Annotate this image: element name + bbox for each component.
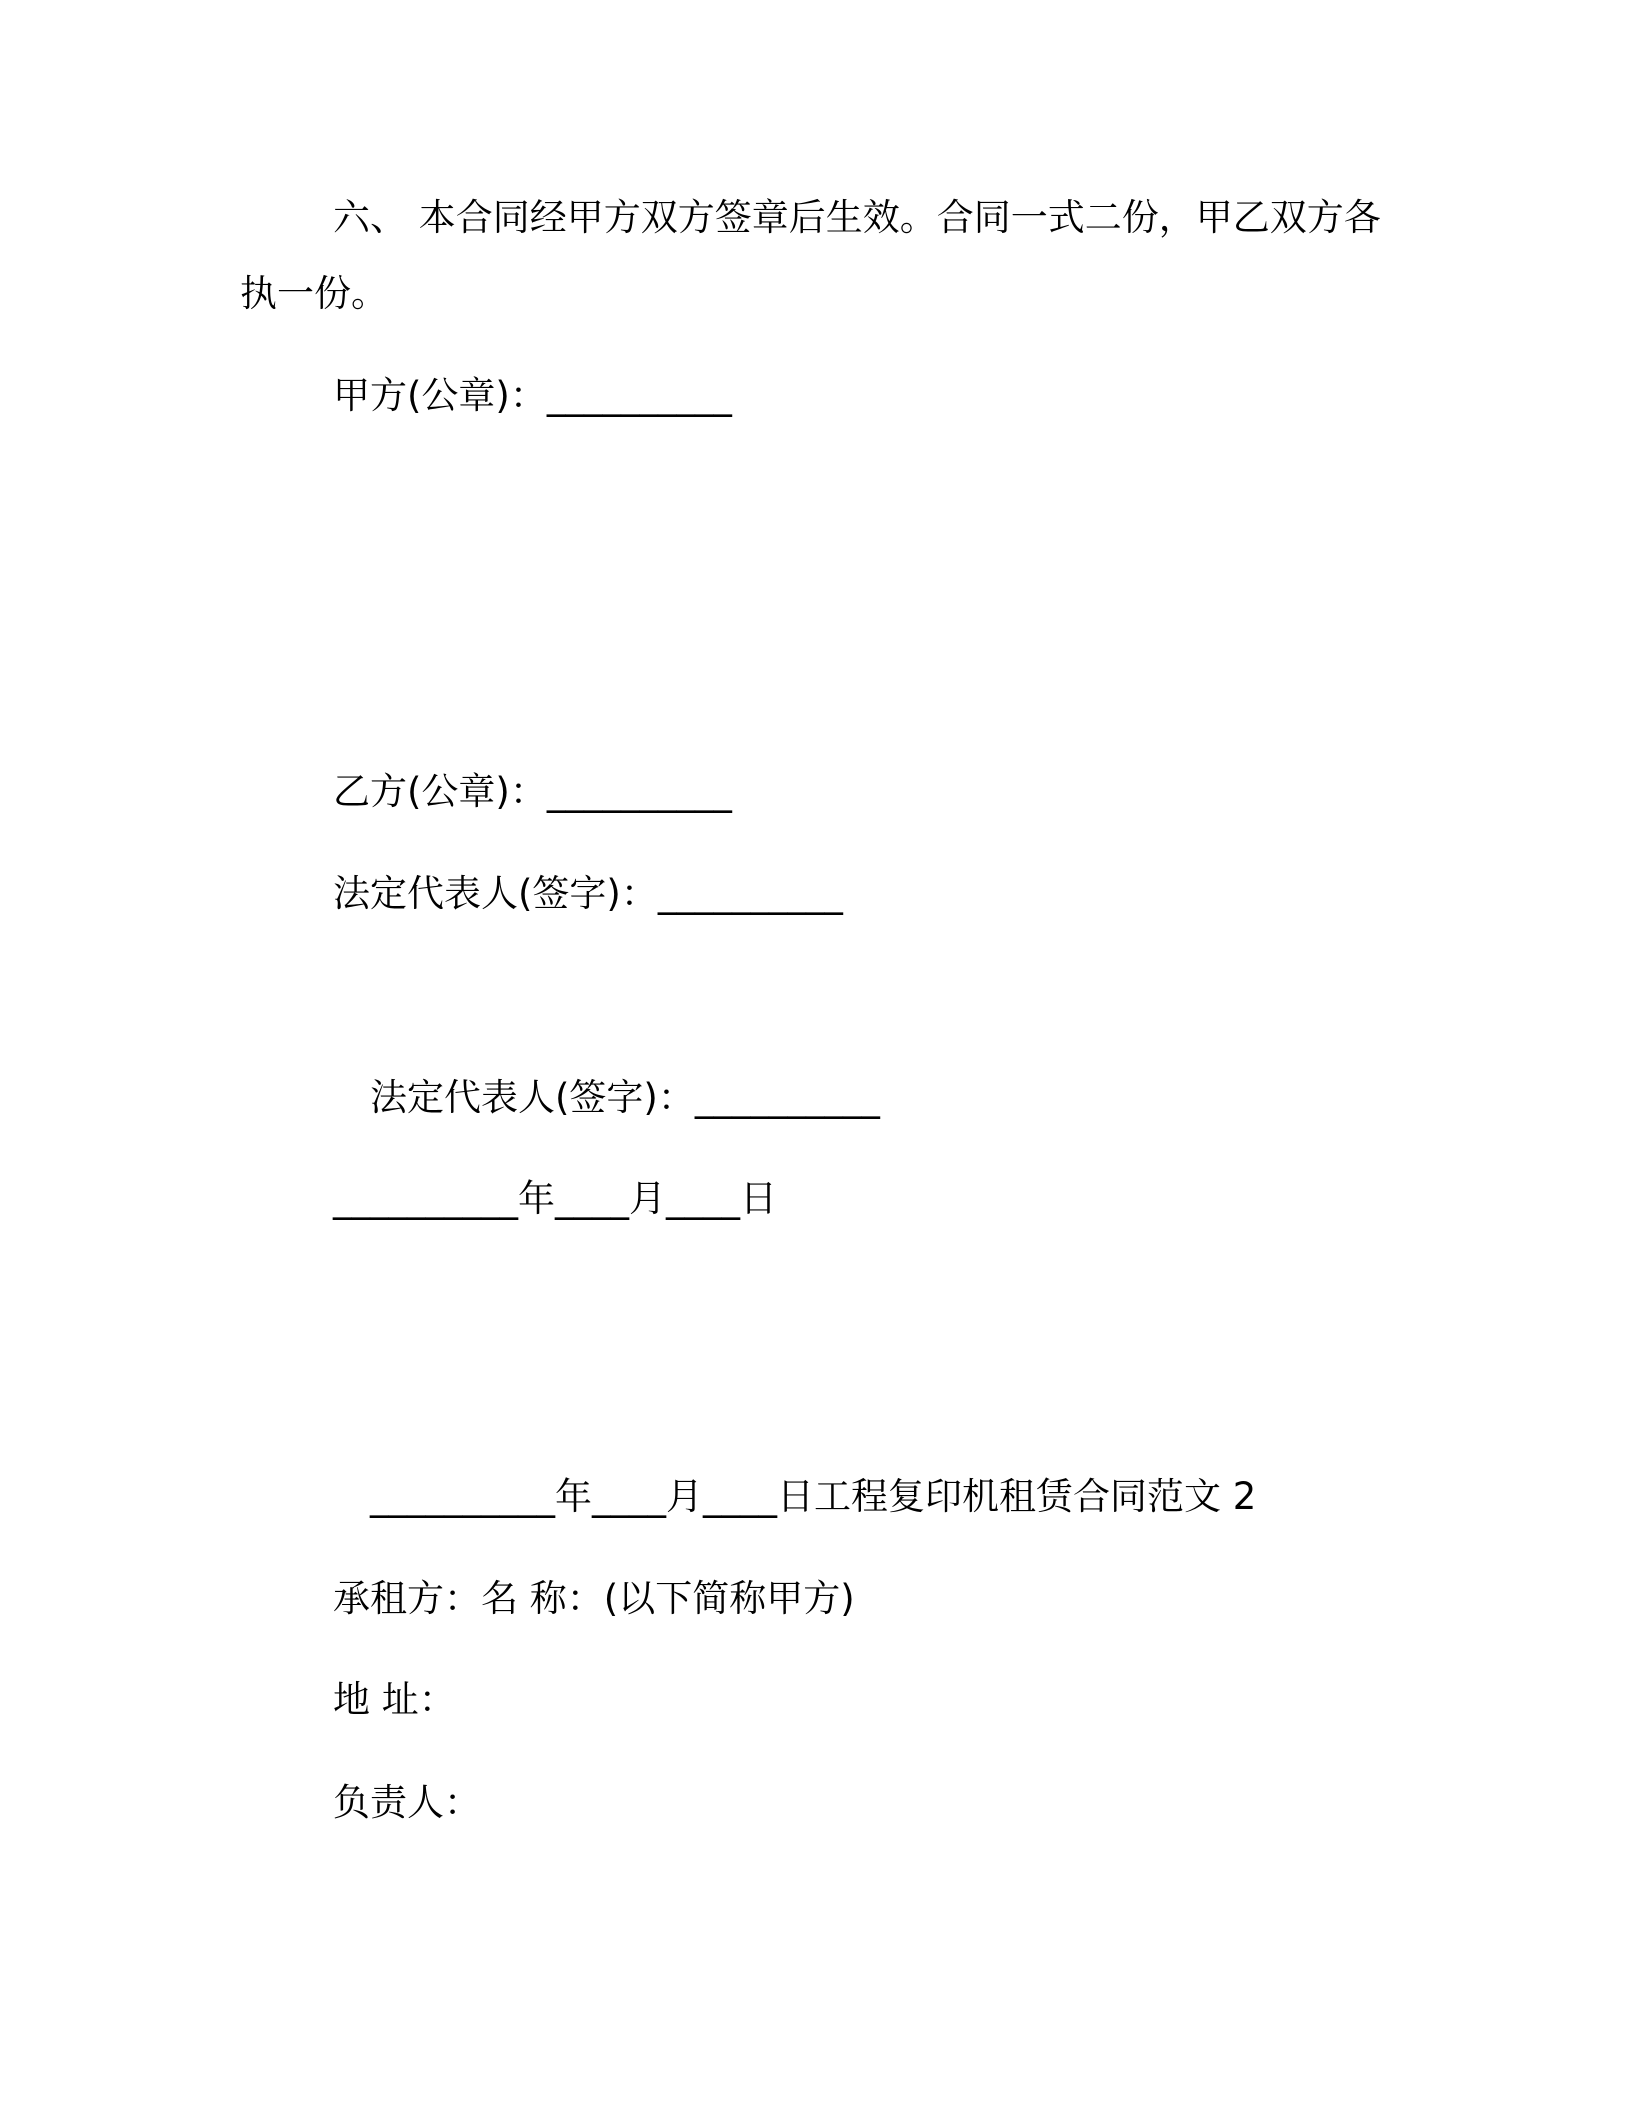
- clause-6-line-1: 六、 本合同经甲方双方签章后生效。合同一式二份，甲乙双方各: [333, 196, 1381, 239]
- clause-6-line-2: 执一份。: [240, 272, 388, 315]
- party-a-seal-line: 甲方(公章)：__________: [333, 374, 732, 417]
- legal-representative-line-1: 法定代表人(签字)：__________: [333, 872, 843, 915]
- address-line: 地 址：: [333, 1678, 456, 1721]
- lessee-name-line: 承租方：名 称：(以下简称甲方): [333, 1577, 855, 1620]
- person-in-charge-line: 负责人：: [333, 1781, 481, 1824]
- date-line: __________年____月____日: [333, 1177, 777, 1220]
- party-b-seal-line: 乙方(公章)：__________: [333, 770, 732, 813]
- legal-representative-line-2: 法定代表人(签字)：__________: [370, 1076, 880, 1119]
- contract-2-title: __________年____月____日工程复印机租赁合同范文 2: [370, 1475, 1257, 1518]
